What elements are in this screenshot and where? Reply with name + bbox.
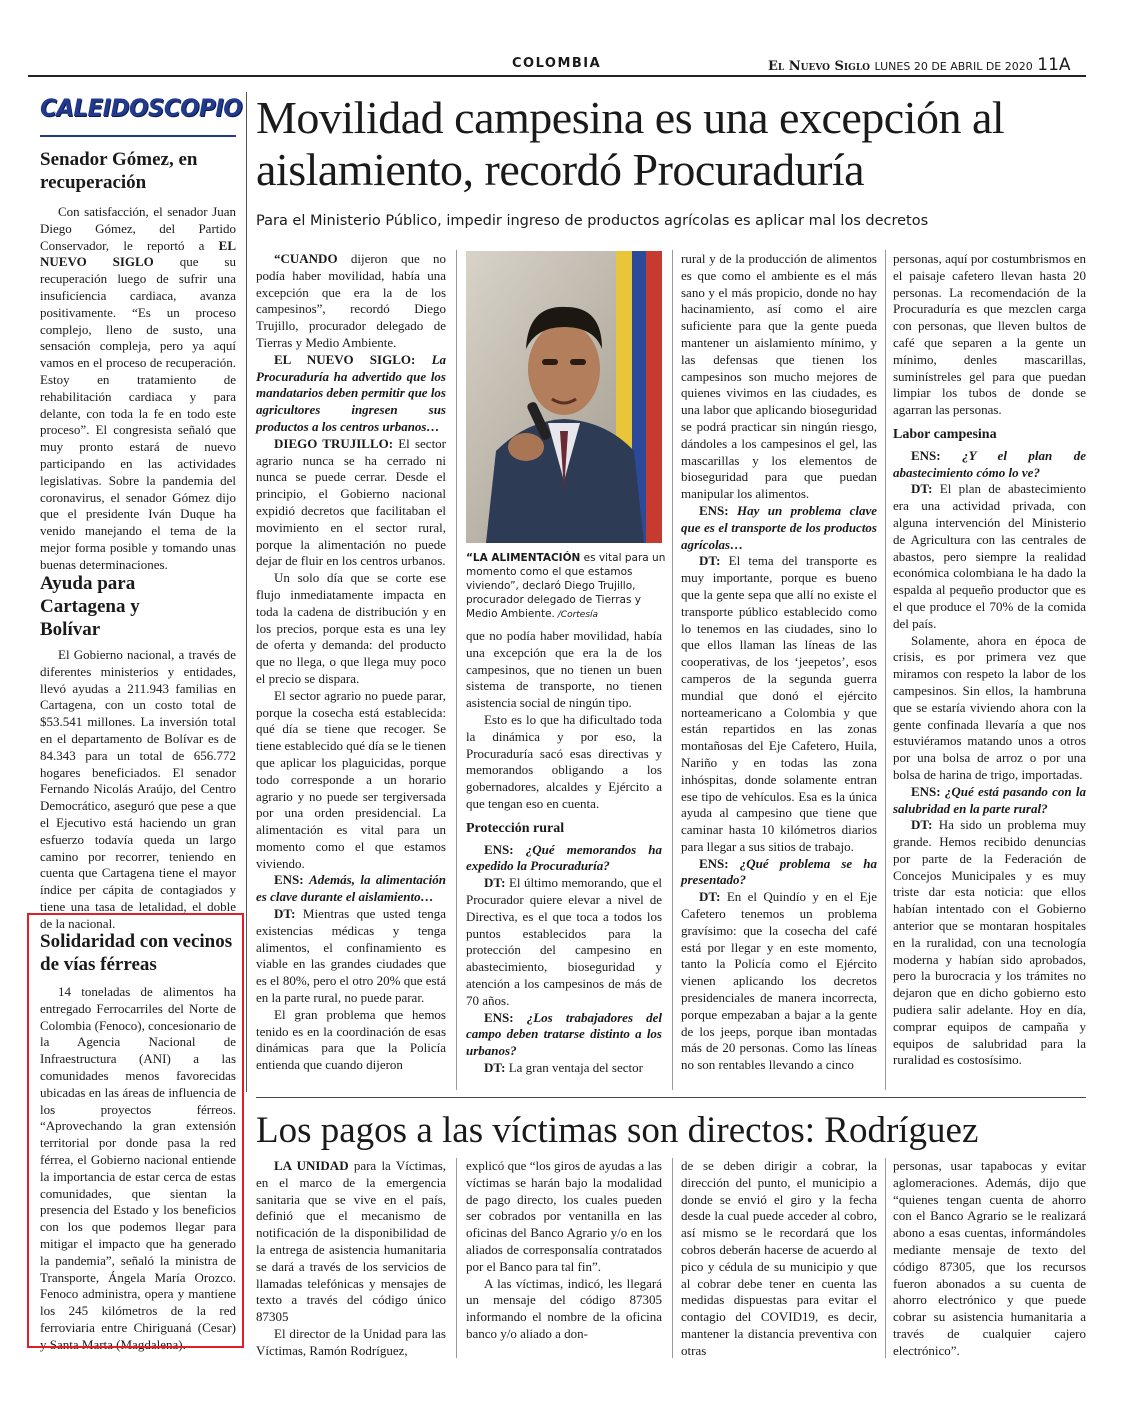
story-divider <box>256 1097 1086 1098</box>
column-divider <box>672 250 673 1090</box>
sidebar-item-title: Ayuda para Cartagena y Bolívar <box>40 573 140 640</box>
main-headline: Movilidad campesina es una excepción al aislamiento, recordó Procuraduría <box>256 92 1005 195</box>
caption-lead: “LA ALIMENTACIÓN <box>466 552 581 564</box>
photo-diego-trujillo <box>466 251 662 543</box>
sidebar-item-text: 14 toneladas de alimentos ha entregado Ferrocarriles del Norte de Colombia (Fenoco), concesionario de la Agencia Nacional de Infraestructura (ANI) a las comunidades menos favorecidas ubicadas en las áreas de influencia de los proyectos férreos. “Aprovechando la gran extensión territorial por donde pasa la red férrea, el Gobierno nacional entiende la importancia de estar cerca de estas comunidades, que sientan la presencia del Estado y los beneficios con los que podemos llegar para mitigar el impacto que ha generado la pandemia”, señaló la ministra de Transporte, Ángela María Orozco. Fenoco administra, opera y mantiene los 245 kilómetros de la red ferroviaria entre Chiriguaná (Cesar) y Santa Marta (Magdalena). <box>40 984 236 1352</box>
column-divider <box>456 1158 457 1358</box>
main-column-3: rural y de la producción de alimentos es que como el ambiente es el más sano y el más propicio, donde no hay hacinamiento, así como el aire suficiente para que la gente pueda mantener un aislamiento mínimo, y las defensas que tienen los campesinos son mucho mejores de quienes vivimos en las ciudades, es una labor que aplicando bioseguridad se podrá practicar sin ningún riesgo, dándoles a los campesinos el gel, las mascarillas y los elementos de bioseguridad para que puedan manipular los alimentos. ENS: Hay un problema clave que es el transporte de los productos agrícolas… DT: El tema del transporte es muy importante, porque es bueno que la gente sepa que allí no existe el transporte público establecido como lo tenemos en las ciudades, sino lo que ellos llaman las líneas de las cooperativas, de los ‘jeepetos’, esos camperos de la segunda guerra mundial que donó el ejército norteamericano a Colombia y que están repartidos en las zonas montañosas del Eje Cafetero, Huila, Nariño y en todas las zona inhóspitas, donde solamente entran ese tipo de vehículos. Esa es la única ayuda al campesino que tiene que caminar hasta 10 kilómetros diarios para llegar a sus sitios de trabajo. ENS: ¿Qué problema se ha presentado? DT: En el Quindío y en el Eje Cafetero tenemos un problema gravísimo: que la cosecha del café está por llegar y en este momento, tanto la Policía como el Ejército vienen aplicando los decretos presidenciales de manera incorrecta, porque empezaban a bajar a la gente de los jeeps, porque iban montadas más de 20 personas. Como las líneas no son rentables llevando a cinco <box>681 251 877 1073</box>
sidebar-divider <box>246 92 247 1092</box>
portrait-image <box>466 251 662 543</box>
column-divider <box>456 250 457 1090</box>
highlight-box <box>27 913 244 1348</box>
brand-underline <box>40 135 236 137</box>
sidebar-item-text: Con satisfacción, el senador Juan Diego Gómez, del Partido Conservador, le reportó a EL NUEVO SIGLO que su recuperación luego de sufrir una insuficiencia cardiaca, avanza positivamente. “Es un proceso complejo, lleno de susto, una sensación compleja, pero ya aquí vamos en el proceso de recuperación. Estoy en tratamiento de rehabilitación cardiaca y para delante, con toda la fe en todo este proceso”. El congresista señaló que muy pronto estará de nuevo participando en las actividades legislativas. Sobre la pandemia del coronavirus, el senador Gómez dijo que el presidente Iván Duque ha venido manejando el tema de la mejor forma posible y tomando unas buenas determinaciones. <box>40 204 236 572</box>
second-column-1: LA UNIDAD para la Víctimas, en el marco de la emergencia sanitaria que se vive en el país, definió que el mecanismo de notificación de la disponibilidad de la entrega de asistencia humanitaria se dará a través de los servicios de llamadas telefónicas y mensajes de texto a través del código único 87305 El director de la Unidad para las Víctimas, Ramón Rodríguez, <box>256 1158 447 1358</box>
sidebar-item-title: Solidaridad con vecinos de vías férreas <box>40 931 233 975</box>
caption-text: es vital para un momento como el que estamos viviendo”, declaró Diego Trujillo, procurador delegado de Tierras y Medio Ambiente. <box>466 552 666 620</box>
column-divider <box>672 1158 673 1358</box>
sidebar-item-title: Senador Gómez, en recuperación <box>40 149 198 193</box>
paper-name: El Nuevo Siglo <box>768 59 870 74</box>
header-rule <box>28 75 1086 77</box>
masthead <box>768 55 1071 75</box>
main-deck: Para el Ministerio Público, impedir ingreso de productos agrícolas es aplicar mal los decretos <box>256 213 929 229</box>
main-column-1: “CUANDO dijeron que no podía haber movilidad, había una excepción que era la de los campesinos”, recordó Diego Trujillo, procurador delegado de Tierras y Medio Ambiente. EL NUEVO SIGLO: La Procuraduría ha advertido que los mandatarios deben permitir que los agricultores ingresen sus productos a los centros urbanos… DIEGO TRUJILLO: El sector agrario nunca se ha cerrado ni nunca se puede cerrar. Desde el principio, el Gobierno nacional expidió decretos que facilitaban el movimiento en el sector rural, porque la alimentación no puede dejar de fluir en los centros urbanos. Un solo día que se corte ese flujo inmediatamente impacta en toda la cadena de distribución y en los precios, porque esta es una ley de oferta y demanda: del producto que no llega, o que llega muy poco el precio se dispara. El sector agrario no puede parar, porque la cosecha está establecida: qué día se tiene que recoger. Se tiene establecido qué día se le tienen que aplicar los plaguicidas, porque todo corresponde a un horario agrario y no puede ser tergiversada por una orden presidencial. La alimentación es vital para un momento como el que estamos viviendo. ENS: Además, la alimentación es clave durante el aislamiento… DT: Mientras que usted tenga existencias médicas y tenga alimentos, el confinamiento es viable en las grandes ciudades que es el 80%, pero el otro 20% que está en la parte rural, no puede parar. El gran problema que hemos tenido es en la coordinación de esas dinámicas para que la Policía entienda que cuando dijeron <box>256 251 447 1073</box>
column-divider <box>885 1158 886 1358</box>
second-headline: Los pagos a las víctimas son directos: Rodríguez <box>256 1110 979 1151</box>
second-column-4: personas, usar tapabocas y evitar aglomeraciones. Además, dijo que “quienes tengan cuenta de ahorro con el Banco Agrario se le realizará abono a esas cuentas, informándoles mediante mensaje de texto del código 87305, que los recursos fueron abonados a su cuenta de ahorro electrónico y que puede cobrar su asistencia humanitaria a través de cualquier cajero electrónico”. <box>893 1158 1086 1358</box>
sidebar-item-text: El Gobierno nacional, a través de diferentes ministerios y entidades, llevó ayudas a 211.943 familias en Cartagena, con un costo total de $53.541 millones. La inversión total en el departamento de Bolívar es de 84.343 para un total de 656.772 hogares beneficiados. El senador Fernando Nicolás Araújo, del Centro Democrático, aseguró que pese a que el Ejecutivo está haciendo un gran esfuerzo todavía queda un largo camino por recorrer, teniendo en cuenta que Cartagena tiene el mayor índice per cápita de contagiados y tiene una tasa de letalidad, el doble de la nacional. <box>40 647 236 931</box>
main-column-2: que no podía haber movilidad, había una excepción que era la de los campesinos, que no tienen un buen sistema de transporte, no tienen asistencia social de ningún tipo. Esto es lo que ha dificultado toda la dinámica y por eso, la Procuraduría sacó esas directivas y memorandos obligando a los gobernadores, alcaldes y Ejército a que tengan eso en cuenta. Protección rural ENS: ¿Qué memorandos ha expedido la Procuraduría? DT: El último memorando, que el Procurador quiere elevar a nivel de Directiva, es el que toca a todos los puntos establecidos para la protección del campesino en abastecimiento, bioseguridad y atención a los campesinos de más de 70 años. ENS: ¿Los trabajadores del campo deben tratarse distinto a los urbanos? DT: La gran ventaja del sector <box>466 628 662 1075</box>
caleidoscopio-logo: CALEIDOSCOPIO <box>40 94 243 122</box>
caption-credit: /Cortesía <box>554 610 599 620</box>
second-column-3: de se deben dirigir a cobrar, la dirección del punto, el municipio a donde se envió el giro y la fecha desde la cual puede acceder al cobro, así mismo se le recordará que los cobros deberán hacerse de acuerdo al pico y cédula de su municipio y que al cobrar debe tener en cuenta las medidas dispuestas para evitar el contagio del COVID19, es decir, mantener la distancia preventiva con otras <box>681 1158 877 1358</box>
second-column-2: explicó que “los giros de ayudas a las víctimas se harán bajo la modalidad de pago directo, los cuales pueden ser cobrados por ventanilla en las oficinas del Banco Agrario y/o en los aliados de corresponsalía contratados por el Banco para tal fin”. A las víctimas, indicó, les llegará un mensaje del código 87305 informando el nombre de la oficina banco y/o aliado a don- <box>466 1158 662 1341</box>
photo-caption <box>466 551 666 622</box>
column-divider <box>885 250 886 1090</box>
issue-date: LUNES 20 DE ABRIL DE 2020 <box>874 60 1033 73</box>
page-number: 11A <box>1037 55 1071 75</box>
sidebar-item-cartagena <box>40 572 236 933</box>
section-label: COLOMBIA <box>512 56 602 71</box>
main-column-4: personas, aquí por costumbrismos en el paisaje cafetero llevan hasta 20 personas. La recomendación de la Procuraduría es que mezclen carga con personas, que lleven bultos de café que separen a la gente un mínimo, denles mascarillas, suminístreles gel para que puedan limpiar los tubos de donde se agarran las personas. Labor campesina ENS: ¿Y el plan de abastecimiento cómo lo ve? DT: El plan de abastecimiento era una actividad privada, con alguna intervención del Ministerio de Agricultura con las centrales de abastos, pero siempre la realidad económica colombiana le ha dado la espalda al pequeño productor que es el que produce el 70% de la comida del país. Solamente, ahora en época de crisis, es por primera vez que miramos con respeto la labor de los campesinos. Sin ellos, la hambruna que se estaría viviendo ahora con la gente confinada llevaría a que nos estuviéramos matando unos a otros por una bolsa de arroz o por una bolsa de harina de trigo, importadas. ENS: ¿Qué está pasando con la salubridad en la parte rural? DT: Ha sido un problema muy grande. Hemos recibido denuncias por parte de la Federación de Concejos Municipales y es muy triste dar esta noticia: que ellos habían intentado con el Gobierno anterior que se montaran hospitales en la ruralidad, con una tecnología moderna y habían sido aprobados, pero la burocracia y los trámites no dejaron que en dicho gobierno esto pudiera salir adelante. Hoy en día, comprar equipos de campaña y equipos de salubridad para la ruralidad es costosísimo. <box>893 251 1087 1068</box>
sidebar-item-senador <box>40 148 236 574</box>
